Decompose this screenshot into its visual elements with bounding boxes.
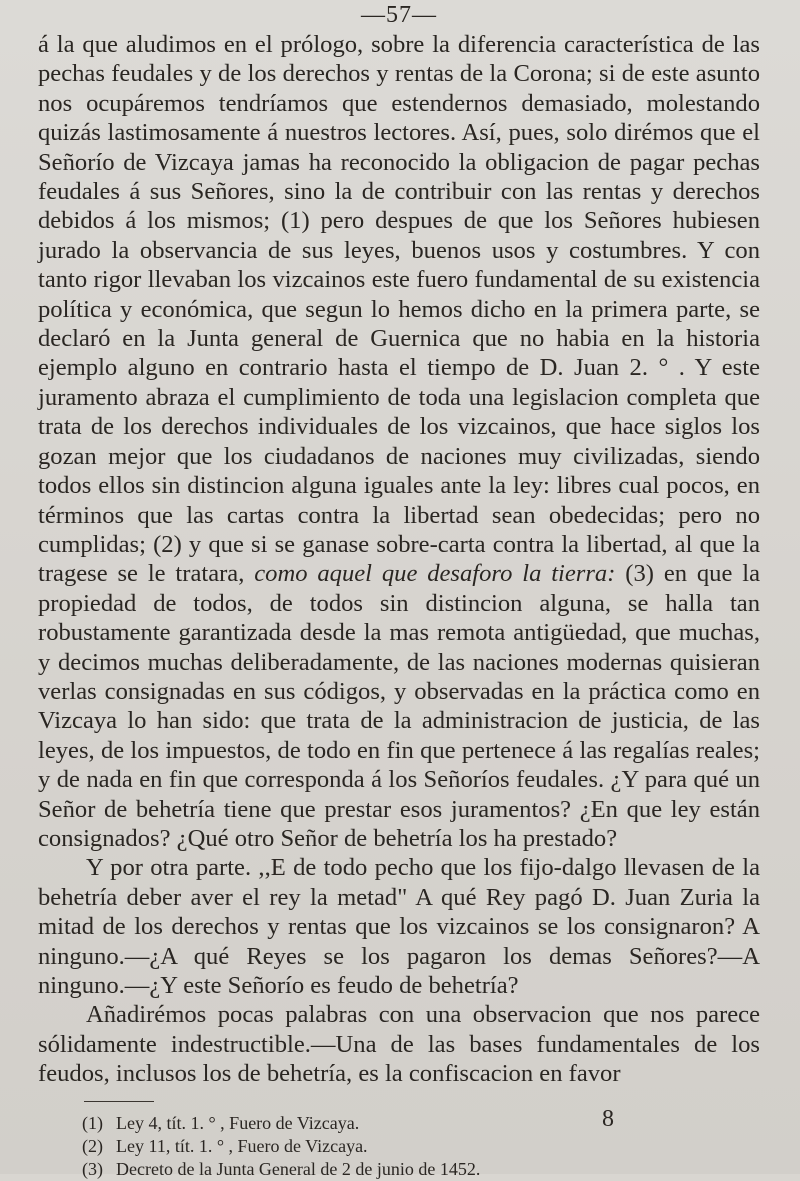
footnote-number: (2): [82, 1135, 103, 1156]
paragraph-1: [38, 30, 760, 853]
footnote-3: [82, 1158, 760, 1181]
footnote-number: (1): [82, 1112, 103, 1133]
footnote-2: [82, 1135, 760, 1158]
paragraph-1-italic: como aquel que desaforo la tierra:: [254, 560, 616, 588]
footnote-rule: [84, 1101, 154, 1102]
footnote-text: Ley 11, tít. 1. ° , Fuero de Vizcaya.: [116, 1135, 368, 1156]
signature-mark: 8: [602, 1106, 614, 1132]
footnote-text: Ley 4, tít. 1. ° , Fuero de Vizcaya.: [116, 1112, 360, 1133]
footnote-number: (3): [82, 1158, 103, 1179]
footnote-text: Decreto de la Junta General de 2 de junio de 1452.: [116, 1158, 481, 1179]
body-text: [38, 30, 760, 1089]
paragraph-1-end: (3) en que la propiedad de todos, de todos sin distincion alguna, se halla tan robustamente garantizada desde la mas remota antigüedad, que muchas, y decimos muchas deliberadamente, de las naciones modernas quisieran verlas consignadas en sus códigos, y observadas en la práctica como en Vizcaya lo han sido: que trata de la administracion de justicia, de las leyes, de los impuestos, de todo en fin que pertenece á las regalías reales; y de nada en fin que corresponda á los Señoríos feudales. ¿Y para qué un Señor de behetría tiene que prestar esos juramentos? ¿En que ley están consignados? ¿Qué otro Señor de behetría los ha prestado?: [38, 560, 760, 852]
paragraph-2: Y por otra parte. ,,E de todo pecho que los fijo-dalgo llevasen de la behetría deber aver el rey la metad" A qué Rey pagó D. Juan Zuria la mitad de los derechos y rentas que los vizcainos se los consignaron? A ninguno.—¿A qué Reyes se los pagaron los demas Señores?—A ninguno.—¿Y este Señorío es feudo de behetría?: [38, 854, 760, 999]
paragraph-1-start: á la que aludimos en el prólogo, sobre la diferencia característica de las pechas feudales y de los derechos y rentas de la Corona; si de este asunto nos ocupáremos tendríamos que estendernos demasiado, molestando quizás lastimosamente á nuestros lectores. Así, pues, solo dirémos que el Señorío de Vizcaya jamas ha reconocido la obligacion de pagar pechas feudales á sus Señores, sino la de contribuir con las rentas y derechos debidos á los mismos; (1) pero despues de que los Señores hubiesen jurado la observancia de sus leyes, buenos usos y costumbres. Y con tanto rigor llevaban los vizcainos este fuero fundamental de su existencia política y económica, que segun lo hemos dicho en la primera parte, se declaró en la Junta general de Guernica que no habia en la historia ejemplo alguno en contrario hasta el tiempo de D. Juan 2. ° . Y este juramento abraza el cumplimiento de toda una legislacion completa que trata de los derechos individuales de los vizcainos, que hace siglos los gozan mejor que los ciudadanos de naciones muy civilizadas, siendo todos ellos sin distincion alguna iguales ante la ley: libres cual pocos, en términos que las cartas contra la libertad sean obedecidas; pero no cumplidas; (2) y que si se ganase sobre-carta contra la libertad, al que la tragese se le tratara,: [38, 31, 760, 588]
page-number: —57—: [361, 2, 437, 28]
footnotes: [38, 1112, 760, 1181]
footnote-1: [82, 1112, 760, 1135]
paragraph-3: Añadirémos pocas palabras con una observacion que nos parece sólidamente indestructible.—Una de las bases fundamentales de los feudos, inclusos los de behetría, es la confiscacion en favor: [38, 1001, 760, 1088]
